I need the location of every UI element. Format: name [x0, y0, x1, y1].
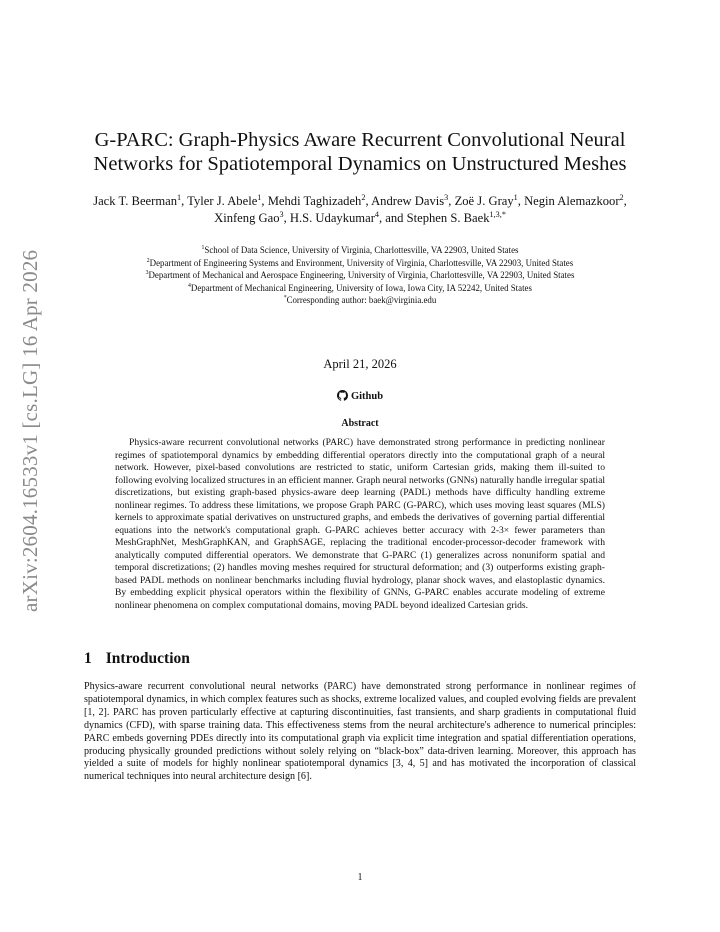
author: Andrew Davis$^3$: [371, 192, 449, 208]
section-number: 1: [84, 650, 92, 667]
page-number: 1: [357, 872, 363, 883]
author: Mehdi Taghizadeh$^2$: [267, 192, 366, 208]
affiliation: $^2$Department of Engineering Systems and Environment, University of Virginia, Charlottesville, VA 22903, United States: [146, 257, 574, 268]
paper-title: G-PARC: Graph-Physics Aware Recurrent Convolutional Neural Networks for Spatiotemporal Dynamics on Unstructured Meshes: [93, 129, 627, 175]
author: Xinfeng Gao$^3$: [214, 209, 284, 225]
corresponding-author: *Corresponding author: baek@virginia.edu: [283, 295, 437, 306]
affiliation: $^1$School of Data Science, University of Virginia, Charlottesville, VA 22903, United States: [201, 245, 519, 255]
affiliation: $^4$Department of Mechanical Engineering, University of Iowa, Iowa City, IA 52242, United States: [188, 282, 532, 293]
intro-paragraph: Physics-aware recurrent convolutional neural networks (PARC) have demonstrated strong performance in nonlinear regimes of spatiotemporal dynamics, in which complex features such as shocks, extreme localized values, and coupled evolving fields are prevalent [1, 2]. PARC has proven particularly effective at capturing discontinuities, fast transients, and sharp gradients in computational fluid dynamics (CFD), with sparse training data. This effectiveness stems from the neural architecture's adherence to numerical principles: PARC embeds governing PDEs directly into its computational graph via explicit time integration and spatial differentiation operations, producing physically grounded predictions without solely relying on “black-box” data-driven learning. Moreover, this approach has yielded a suite of models for highly nonlinear spatiotemporal dynamics [3, 4, 5] and has motivated the incorporation of classical numerical techniques into neural architecture design [6].: [84, 681, 636, 783]
section-title: Introduction: [105, 650, 190, 667]
author-list: Jack T. Beerman$^1$, Tyler J. Abele$^1$, Mehdi Taghizadeh$^2$, Andrew Davis$^3$, Zoë J. Gray$^1$, Negin Alemazkoor$^2$, Xinfeng Gao$^3$, H.S. Udaykumar$^4$, and Stephen S. Baek$^{1,3,*}$: [93, 192, 627, 225]
abstract-text: Physics-aware recurrent convolutional networks (PARC) have demonstrated strong performance in predicting nonlinear regimes of spatiotemporal dynamics by embedding differential operators directly into the computational graph of a neural network. However, pixel-based convolutions are restricted to static, uniform Cartesian grids, making them ill-suited to following evolving localized structures in an efficient manner. Graph neural networks (GNNs) naturally handle irregular spatial discretizations, but existing graph-based physics-aware deep learning (PADL) methods have difficulty handling extreme nonlinear regimes. To address these limitations, we propose Graph PARC (G-PARC), which uses moving least squares (MLS) kernels to approximate spatial derivatives on unstructured graphs, and embeds the derivatives of governing partial differential equations into the network's computational graph. G-PARC achieves better accuracy with 2-3× fewer parameters than MeshGraphNet, MeshGraphKAN, and GraphSAGE, replacing the traditional encoder-processor-decoder framework with analytically computed differential operators. We demonstrate that G-PARC (1) generalizes across nonuniform spatial and temporal discretizations; (2) handles moving meshes required for structural deformation; and (3) outperforms existing graph-based PADL methods on nonlinear benchmarks including fluvial hydrology, planar shock waves, and elastoplastic dynamics. By embedding explicit physical operators within the flexibility of GNNs, G-PARC enables accurate modeling of extreme nonlinear phenomena on complex computational domains, moving PADL beyond idealized Cartesian grids.: [115, 437, 605, 611]
author: Stephen S. Baek$^{1,3,*}$: [406, 209, 506, 225]
publication-date: April 21, 2026: [323, 357, 397, 371]
arxiv-stamp: arXiv:2604.16533v1 [cs.LG] 16 Apr 2026: [18, 249, 42, 612]
author: Zoë J. Gray$^1$: [454, 192, 518, 208]
github-label[interactable]: Github: [350, 391, 384, 402]
section-heading: [84, 650, 190, 668]
github-icon: [337, 390, 348, 401]
author: H.S. Udaykumar$^4$: [289, 209, 379, 225]
github-link[interactable]: [84, 390, 636, 402]
abstract-heading: Abstract: [341, 418, 379, 429]
author: Jack T. Beerman$^1$: [93, 192, 182, 208]
author: Negin Alemazkoor$^2$: [524, 192, 624, 208]
affiliations: [84, 244, 636, 307]
author: Tyler J. Abele$^1$: [187, 192, 262, 208]
affiliation: $^3$Department of Mechanical and Aerospace Engineering, University of Virginia, Charlottesville, VA 22903, United States: [145, 270, 575, 281]
